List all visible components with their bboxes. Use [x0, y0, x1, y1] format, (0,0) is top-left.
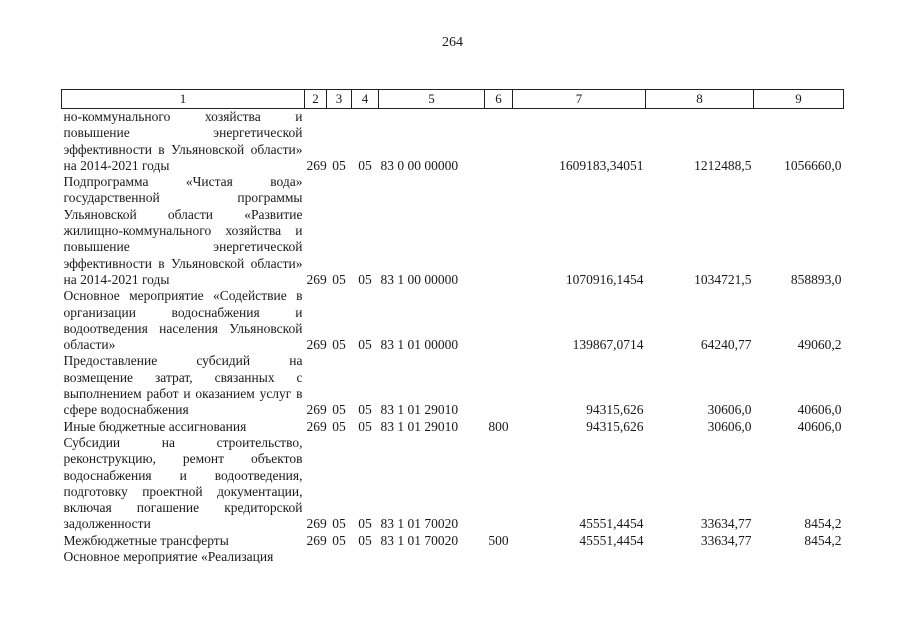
- row-amount-col8: 30606,0: [707, 418, 752, 434]
- row-target-article: 83 1 00 00000: [380, 271, 459, 287]
- row-amount-col9: 8454,2: [804, 516, 842, 532]
- row-ministry-code: 269: [306, 157, 327, 173]
- table-row: [62, 353, 844, 418]
- row-section-code: 05: [332, 516, 346, 532]
- row-amount-col9: 40606,0: [797, 418, 842, 434]
- table-header-row: [62, 90, 844, 109]
- row-expense-type: [485, 174, 513, 288]
- row-section-code: 05: [332, 337, 346, 353]
- row-subsection-code: 05: [358, 157, 372, 173]
- header-col-1: 1: [62, 90, 305, 109]
- header-col-8: 8: [646, 90, 754, 109]
- row-amount-col8: 64240,77: [700, 337, 752, 353]
- row-expense-type: 500: [488, 532, 509, 548]
- row-section-code: 05: [332, 402, 346, 418]
- row-ministry-code: 269: [306, 337, 327, 353]
- table-row: [62, 435, 844, 533]
- row-ministry-code: 269: [306, 271, 327, 287]
- row-amount-col7: 45551,4454: [579, 532, 644, 548]
- row-amount-col7: 94315,626: [586, 418, 644, 434]
- row-section-code: 05: [332, 418, 346, 434]
- row-amount-col8: 1212488,5: [694, 157, 752, 173]
- row-amount-col7: 45551,4454: [579, 516, 644, 532]
- row-amount-col8: 30606,0: [707, 402, 752, 418]
- row-expense-type: [485, 435, 513, 533]
- header-col-2: 2: [305, 90, 327, 109]
- row-name: Основное мероприятие «Содействие в организации водоснабжения и водоотведения населения Ульяновской области»: [63, 288, 303, 353]
- header-col-7: 7: [513, 90, 646, 109]
- table-row: [62, 288, 844, 353]
- table-row: [62, 109, 844, 175]
- row-amount-col9: 40606,0: [797, 402, 842, 418]
- row-target-article: 83 1 01 29010: [380, 402, 459, 418]
- row-amount-col9: 8454,2: [804, 532, 842, 548]
- row-amount-col7: 1070916,1454: [565, 271, 644, 287]
- row-expense-type: [485, 549, 513, 565]
- row-amount-col7: 139867,0714: [572, 337, 644, 353]
- row-expense-type: 800: [488, 418, 509, 434]
- row-amount-col8: 33634,77: [700, 532, 752, 548]
- row-ministry-code: 269: [306, 402, 327, 418]
- page-number: 264: [442, 35, 463, 50]
- row-amount-col7: 94315,626: [586, 402, 644, 418]
- row-name: Основное мероприятие «Реализация: [63, 549, 274, 565]
- row-amount-col9: [754, 549, 844, 565]
- row-subsection-code: 05: [358, 337, 372, 353]
- row-expense-type: [485, 353, 513, 418]
- row-amount-col8: [646, 549, 754, 565]
- row-name: но-коммунального хозяйства и повышение энергетической эффективности в Ульяновской области» на 2014-2021 годы: [63, 109, 303, 173]
- row-ministry-code: 269: [306, 418, 327, 434]
- row-amount-col9: 1056660,0: [784, 157, 842, 173]
- row-target-article: 83 1 01 70020: [380, 532, 459, 548]
- row-ministry-code: [305, 549, 327, 565]
- row-target-article: 83 0 00 00000: [380, 157, 459, 173]
- row-name: Иные бюджетные ассигнования: [63, 418, 247, 434]
- row-amount-col7: 1609183,34051: [559, 157, 644, 173]
- table-row: [62, 533, 844, 549]
- row-expense-type: [485, 288, 513, 353]
- row-target-article: 83 1 01 70020: [380, 516, 459, 532]
- row-ministry-code: 269: [306, 516, 327, 532]
- row-subsection-code: [352, 549, 379, 565]
- row-subsection-code: 05: [358, 418, 372, 434]
- row-target-article: [379, 549, 485, 565]
- row-section-code: 05: [332, 532, 346, 548]
- header-col-9: 9: [754, 90, 844, 109]
- table-row: [62, 419, 844, 435]
- header-col-6: 6: [485, 90, 513, 109]
- row-amount-col9: 858893,0: [790, 271, 842, 287]
- table-row: [62, 174, 844, 288]
- row-target-article: 83 1 01 00000: [380, 337, 459, 353]
- row-amount-col8: 33634,77: [700, 516, 752, 532]
- row-name: Подпрограмма «Чистая вода» государственной программы Ульяновской области «Развитие жилищно-коммунального хозяйства и повышение энергетической эффективности в Ульяновской области» на 2014-2021 годы: [63, 174, 303, 287]
- row-ministry-code: 269: [306, 532, 327, 548]
- table-row: [62, 549, 844, 565]
- row-section-code: [327, 549, 352, 565]
- row-name: Субсидии на строительство, реконструкцию, ремонт объектов водоснабжения и водоотведения, подготовку проектной документации, включая погашение кредиторской задолженности: [63, 434, 303, 532]
- row-name: Предоставление субсидий на возмещение затрат, связанных с выполнением работ и оказанием услуг в сфере водоснабжения: [63, 353, 303, 418]
- row-subsection-code: 05: [358, 516, 372, 532]
- row-subsection-code: 05: [358, 271, 372, 287]
- budget-table: [61, 89, 844, 565]
- header-col-5: 5: [379, 90, 485, 109]
- row-subsection-code: 05: [358, 402, 372, 418]
- row-amount-col7: [513, 549, 646, 565]
- row-target-article: 83 1 01 29010: [380, 418, 459, 434]
- row-section-code: 05: [332, 271, 346, 287]
- row-name: Межбюджетные трансферты: [63, 532, 229, 548]
- row-expense-type: [485, 109, 513, 175]
- header-col-4: 4: [352, 90, 379, 109]
- row-amount-col8: 1034721,5: [694, 271, 752, 287]
- row-section-code: 05: [332, 157, 346, 173]
- header-col-3: 3: [327, 90, 352, 109]
- row-subsection-code: 05: [358, 532, 372, 548]
- row-amount-col9: 49060,2: [797, 337, 842, 353]
